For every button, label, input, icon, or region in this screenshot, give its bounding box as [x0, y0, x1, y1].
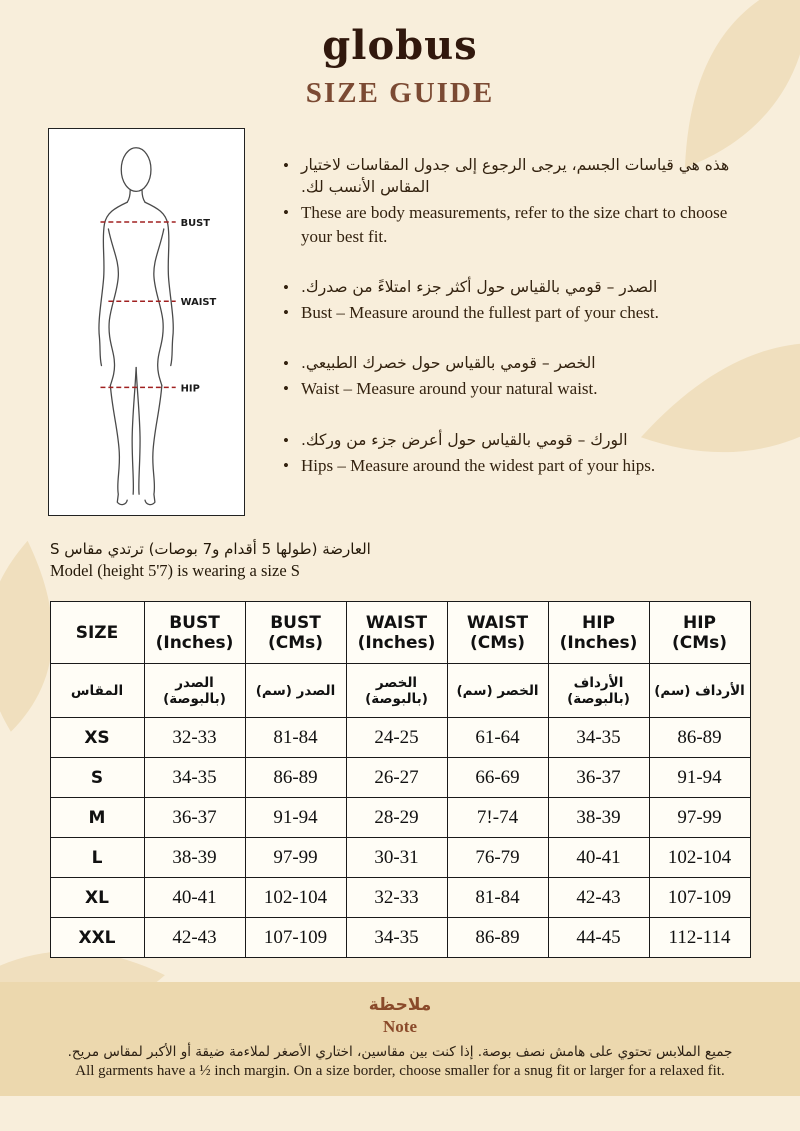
- instruction-group-bust: [281, 276, 752, 325]
- measurement-cell: 24-25: [346, 718, 447, 758]
- measurement-cell: 91-94: [649, 758, 750, 798]
- measurement-cell: 40-41: [144, 878, 245, 918]
- note-heading-arabic: ملاحظة: [368, 995, 432, 1015]
- measurement-cell: 97-99: [649, 798, 750, 838]
- measurement-cell: 44-45: [548, 918, 649, 958]
- model-note: [0, 540, 800, 581]
- measurement-cell: 42-43: [144, 918, 245, 958]
- measurement-cell: 86-89: [447, 918, 548, 958]
- instruction-english: [281, 301, 752, 325]
- measurement-cell: 32-33: [346, 878, 447, 918]
- note-text-arabic: جميع الملابس تحتوي على هامش نصف بوصة. إذا كنت بين مقاسين، اختاري الأصغر لملاءمة ضيقة أو الأكبر لمقاس مريح.: [67, 1044, 733, 1060]
- content-row: [0, 128, 800, 516]
- table-row: [50, 878, 750, 918]
- instruction-english-text: • Bust – Measure around the fullest part of your chest.: [301, 303, 659, 323]
- measurement-cell: 107-109: [245, 918, 346, 958]
- size-chart-table: [50, 601, 751, 958]
- size-cell: M: [50, 798, 144, 838]
- measurement-cell: 36-37: [144, 798, 245, 838]
- instruction-arabic: [281, 276, 752, 298]
- waist-label: WAIST: [180, 297, 217, 309]
- model-note-arabic: العارضة (طولها 5 أقدام و7 بوصات) ترتدي مقاس S: [50, 540, 371, 558]
- col-header-size-ar: المقاس: [50, 664, 144, 718]
- size-cell: XS: [50, 718, 144, 758]
- size-cell: L: [50, 838, 144, 878]
- page-title: SIZE GUIDE: [305, 77, 495, 109]
- measurement-cell: 36-37: [548, 758, 649, 798]
- measurement-cell: 97-99: [245, 838, 346, 878]
- instruction-arabic: [281, 154, 752, 198]
- size-cell: XL: [50, 878, 144, 918]
- col-header-bust-in-ar: الصدر (بالبوصة): [144, 664, 245, 718]
- instruction-english: [281, 454, 752, 478]
- col-header-hip-cm: HIP (CMs): [649, 602, 750, 664]
- table-row: [50, 798, 750, 838]
- instruction-arabic-text: • الصدر – قومي بالقياس حول أكثر جزء امتلاءً من صدرك.: [301, 278, 658, 297]
- measurement-cell: 61-64: [447, 718, 548, 758]
- col-header-waist-in-ar: الخصر (بالبوصة): [346, 664, 447, 718]
- measurement-cell: 34-35: [346, 918, 447, 958]
- measurement-cell: 76-79: [447, 838, 548, 878]
- instruction-group-overview: [281, 154, 752, 249]
- measurement-cell: 40-41: [548, 838, 649, 878]
- instruction-english-text: • Hips – Measure around the widest part of your hips.: [301, 455, 656, 475]
- measurement-cell: 34-35: [144, 758, 245, 798]
- measurement-cell: 112-114: [649, 918, 750, 958]
- measurement-cell: 102-104: [649, 838, 750, 878]
- measurement-cell: 86-89: [245, 758, 346, 798]
- col-header-hip-cm-ar: الأرداف (سم): [649, 664, 750, 718]
- brand-logo: globus: [322, 22, 478, 69]
- measurement-cell: 91-94: [245, 798, 346, 838]
- instruction-arabic-text: • الخصر – قومي بالقياس حول خصرك الطبيعي.: [301, 354, 596, 373]
- model-note-english: Model (height 5'7) is wearing a size S: [50, 561, 300, 580]
- instruction-group-hip: [281, 429, 752, 478]
- table-row: [50, 718, 750, 758]
- instructions-list: [281, 128, 752, 516]
- col-header-bust-cm: BUST (CMs): [245, 602, 346, 664]
- measurement-cell: 26-27: [346, 758, 447, 798]
- header: [0, 0, 800, 110]
- bust-label: BUST: [180, 217, 211, 229]
- instruction-english-text: • Waist – Measure around your natural waist.: [301, 379, 598, 399]
- col-header-waist-cm-ar: الخصر (سم): [447, 664, 548, 718]
- instruction-arabic: [281, 429, 752, 451]
- measurement-cell: 81-84: [447, 878, 548, 918]
- col-header-waist-cm: WAIST (CMs): [447, 602, 548, 664]
- note-heading-english: Note: [383, 1017, 417, 1036]
- instruction-english: [281, 377, 752, 401]
- instruction-arabic: [281, 352, 752, 374]
- col-header-size: SIZE: [50, 602, 144, 664]
- measurement-cell: 86-89: [649, 718, 750, 758]
- size-cell: S: [50, 758, 144, 798]
- instruction-english-text: • These are body measurements, refer to the size chart to choose your best fit.: [301, 203, 728, 247]
- body-measurement-diagram: [48, 128, 245, 516]
- note-text-english: All garments have a ½ inch margin. On a size border, choose smaller for a snug fit or larger for a relaxed fit.: [75, 1063, 725, 1079]
- table-row: [50, 838, 750, 878]
- table-header-english: [50, 602, 750, 664]
- col-header-waist-in: WAIST (Inches): [346, 602, 447, 664]
- measurement-cell: 32-33: [144, 718, 245, 758]
- table-header-arabic: [50, 664, 750, 718]
- measurement-cell: 107-109: [649, 878, 750, 918]
- col-header-hip-in-ar: الأرداف (بالبوصة): [548, 664, 649, 718]
- measurement-cell: 38-39: [144, 838, 245, 878]
- measurement-cell: 102-104: [245, 878, 346, 918]
- measurement-cell: 66-69: [447, 758, 548, 798]
- instruction-arabic-text: • هذه هي قياسات الجسم، يرجى الرجوع إلى جدول المقاسات لاختيار المقاس الأنسب لك.: [301, 156, 730, 196]
- measurement-cell: 7!-74: [447, 798, 548, 838]
- col-header-bust-cm-ar: الصدر (سم): [245, 664, 346, 718]
- measurement-cell: 38-39: [548, 798, 649, 838]
- measurement-cell: 30-31: [346, 838, 447, 878]
- measurement-cell: 42-43: [548, 878, 649, 918]
- size-cell: XXL: [50, 918, 144, 958]
- col-header-bust-in: BUST (Inches): [144, 602, 245, 664]
- note-section: [0, 982, 800, 1096]
- measurement-cell: 81-84: [245, 718, 346, 758]
- instruction-group-waist: [281, 352, 752, 401]
- table-row: [50, 758, 750, 798]
- col-header-hip-in: HIP (Inches): [548, 602, 649, 664]
- instruction-arabic-text: • الورك – قومي بالقياس حول أعرض جزء من وركك.: [301, 430, 628, 449]
- hip-label: HIP: [180, 383, 200, 395]
- instruction-english: [281, 201, 752, 249]
- measurement-cell: 34-35: [548, 718, 649, 758]
- measurement-cell: 28-29: [346, 798, 447, 838]
- table-row: [50, 918, 750, 958]
